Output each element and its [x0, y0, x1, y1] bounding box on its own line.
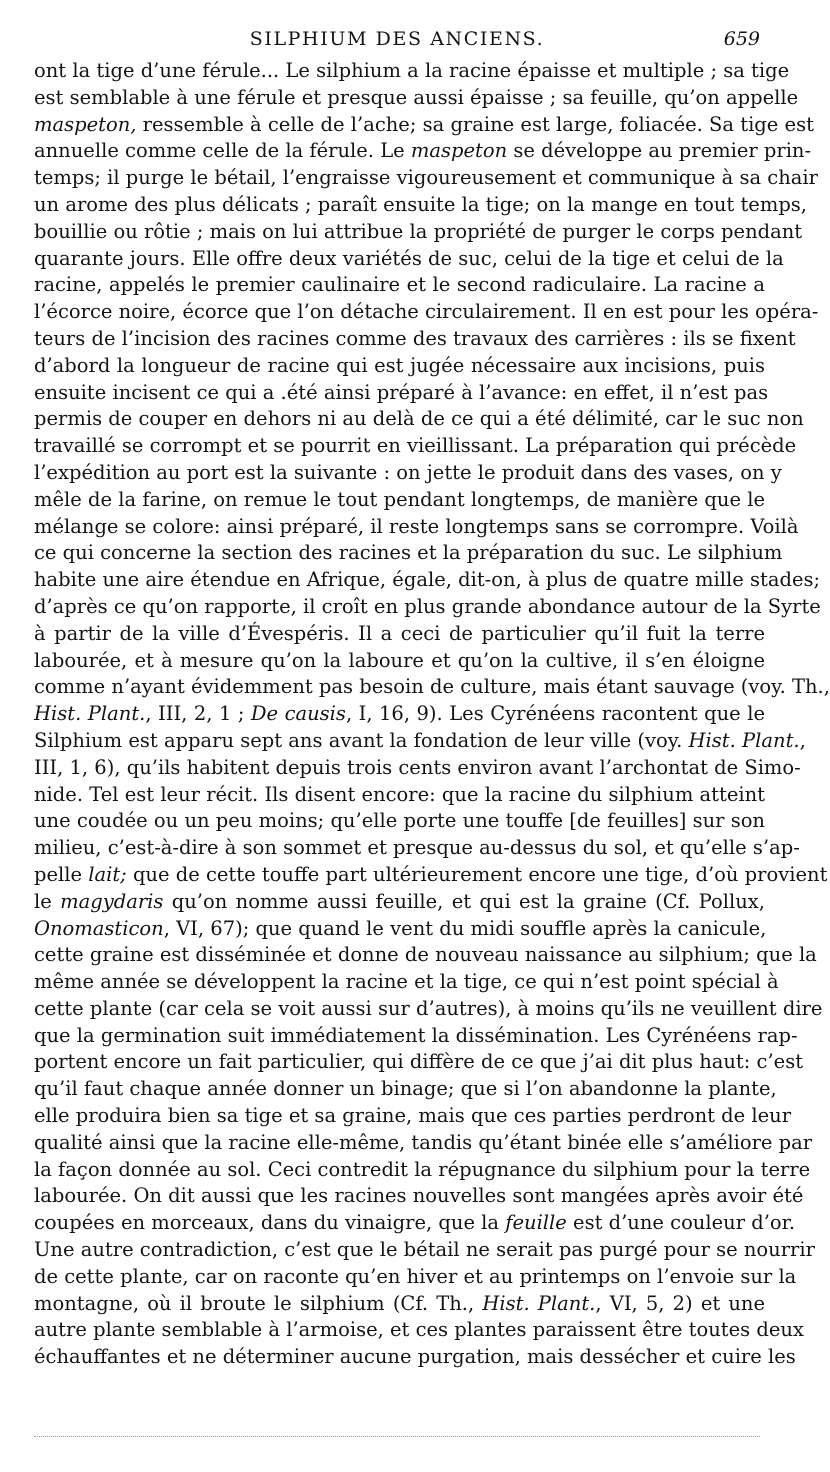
text-line: [34, 755, 801, 782]
text-line: [34, 1264, 797, 1291]
text-line: [34, 648, 765, 675]
text-segment: le: [34, 889, 61, 913]
text-segment: autre plante semblable à l’armoise, et ces plantes paraissent être toutes deux: [34, 1318, 804, 1342]
text-line: [34, 299, 819, 326]
text-segment: cette graine est disséminée et donne de nouveau naissance au silphium; que la: [34, 943, 817, 967]
italic-text: Hist. Plant.: [34, 702, 146, 726]
text-line: [34, 862, 828, 889]
italic-text: Hist. Plant.: [688, 728, 800, 752]
page-header: [34, 28, 760, 58]
text-line: [34, 1317, 804, 1344]
text-segment: qualité ainsi que la racine elle-même, tandis qu’étant binée elle s’améliore par: [34, 1130, 813, 1154]
text-line: [34, 272, 765, 299]
italic-text: Hist. Plant.: [482, 1291, 596, 1315]
text-segment: une coudée ou un peu moins; qu’elle porte une touffe [de feuilles] sur son: [34, 809, 765, 833]
text-line: [34, 1103, 792, 1130]
text-line: [34, 460, 782, 487]
text-line: [34, 326, 796, 353]
text-segment: nide. Tel est leur récit. Ils disent encore: que la racine du silphium atteint: [34, 782, 765, 806]
text-line: [34, 433, 797, 460]
text-line: [34, 138, 812, 165]
text-segment: ensuite incisent ce qui a .été ainsi préparé à l’avance: en effet, il n’est pas: [34, 380, 769, 404]
text-segment: montagne, où il broute le silphium (Cf. Th.,: [34, 1291, 483, 1315]
text-segment: à partir de la ville d’Évespéris. Il a ceci de particulier qu’il fuit la terre: [34, 621, 765, 645]
text-segment: ressemble à celle de l’ache; sa graine est large, foliacée. Sa tige est: [136, 112, 814, 136]
text-line: [34, 1344, 796, 1371]
text-segment: de cette plante, car on raconte qu’en hiver et au printemps on l’envoie sur la: [34, 1264, 797, 1288]
text-line: [34, 808, 765, 835]
text-segment: que la germination suit immédiatement la dissémination. Les Cyrénéens rap-: [34, 1023, 798, 1047]
text-segment: labourée, et à mesure qu’on la laboure et qu’on la cultive, il s’en éloigne: [34, 648, 765, 672]
text-segment: l’écorce noire, écorce que l’on détache circulairement. Il en est pour les opéra-: [34, 300, 819, 324]
text-line: [34, 487, 765, 514]
text-segment: se développe au premier prin-: [507, 139, 812, 163]
text-line: [34, 835, 800, 862]
text-line: [34, 1157, 811, 1184]
text-line: [34, 192, 808, 219]
text-segment: portent encore un fait particulier, qui diffère de ce que j’ai dit plus haut: c’est: [34, 1050, 804, 1074]
text-line: [34, 1049, 804, 1076]
text-segment: temps; il purge le bétail, l’engraisse vigoureusement et communique à sa chair: [34, 166, 818, 190]
text-segment: milieu, c’est-à-dire à son sommet et presque au-dessus du sol, et qu’elle s’ap-: [34, 836, 800, 860]
text-line: [34, 996, 823, 1023]
italic-text: Onomasticon: [34, 916, 164, 940]
text-line: [34, 540, 783, 567]
text-segment: pelle: [34, 862, 89, 886]
text-segment: que de cette touffe part ultérieurement encore une tige, d’où provient: [126, 862, 828, 886]
text-line: [34, 1237, 815, 1264]
italic-text: maspeton,: [34, 112, 137, 136]
text-line: [34, 246, 784, 273]
text-line: [34, 916, 765, 943]
text-segment: III, 1, 6), qu’ils habitent depuis trois cents environ avant l’archontat de Simo-: [34, 755, 801, 779]
text-segment: teurs de l’incision des racines comme des travaux des carrières : ils se fixent: [34, 326, 796, 350]
text-segment: mêle de la farine, on remue le tout pendant longtemps, de manière que le: [34, 487, 765, 511]
text-line: [34, 112, 814, 139]
text-segment: Silphium est apparu sept ans avant la fondation de leur ville (voy.: [34, 728, 689, 752]
text-segment: comme n’ayant évidemment pas besoin de culture, mais étant sauvage (voy. Th.,: [34, 675, 830, 699]
text-line: [34, 353, 765, 380]
text-segment: habite une aire étendue en Afrique, égale, dit-on, à plus de quatre mille stades;: [34, 568, 821, 592]
running-title: SILPHIUM DES ANCIENS.: [249, 28, 545, 50]
text-segment: racine, appelés le premier caulinaire et le second radiculaire. La racine a: [34, 273, 765, 297]
text-line: [34, 514, 799, 541]
text-segment: la façon donnée au sol. Ceci contredit la répugnance du silphium pour la terre: [34, 1157, 811, 1181]
text-segment: est d’une couleur d’or.: [566, 1211, 796, 1235]
text-line: [34, 1023, 798, 1050]
text-line: [34, 889, 765, 916]
text-segment: coupées en morceaux, dans du vinaigre, que la: [34, 1211, 506, 1235]
text-line: [34, 969, 779, 996]
text-segment: mélange se colore: ainsi préparé, il reste longtemps sans se corrompre. Voilà: [34, 514, 799, 538]
text-line: [34, 674, 830, 701]
text-line: [34, 1076, 777, 1103]
text-segment: d’abord la longueur de racine qui est jugée nécessaire aux incisions, puis: [34, 353, 765, 377]
italic-text: maspeton: [410, 139, 508, 163]
text-line: [34, 942, 817, 969]
text-line: [34, 85, 799, 112]
text-segment: , III, 2, 1 ;: [145, 702, 251, 726]
page-number: 659: [723, 28, 760, 50]
text-segment: labourée. On dit aussi que les racines nouvelles sont mangées après avoir été: [34, 1184, 804, 1208]
text-segment: elle produira bien sa tige et sa graine, mais que ces parties perdront de leur: [34, 1104, 792, 1128]
text-line: [34, 701, 765, 728]
text-line: [34, 1210, 796, 1237]
italic-text: lait;: [88, 862, 127, 886]
text-line: [34, 1291, 765, 1318]
text-line: [34, 1183, 804, 1210]
text-line: [34, 165, 818, 192]
italic-text: magydaris: [60, 889, 164, 913]
text-segment: Une autre contradiction, c’est que le bétail ne serait pas purgé pour se nourrir: [34, 1238, 815, 1262]
text-segment: d’après ce qu’on rapporte, il croît en plus grande abondance autour de la Syrte: [34, 594, 821, 618]
text-segment: , VI, 67); que quand le vent du midi souffle après la canicule,: [163, 916, 767, 940]
text-line: [34, 1130, 813, 1157]
text-line: [34, 219, 803, 246]
text-segment: qu’on nomme aussi feuille, et qui est la graine (Cf. Pollux,: [163, 889, 765, 913]
text-line: [34, 621, 765, 648]
text-line: [34, 380, 769, 407]
body-text: [34, 58, 830, 1371]
text-segment: qu’il faut chaque année donner un binage; que si l’on abandonne la plante,: [34, 1077, 777, 1101]
text-segment: l’expédition au port est la suivante : on jette le produit dans des vases, on y: [34, 460, 782, 484]
text-segment: annuelle comme celle de la férule. Le: [34, 139, 411, 163]
italic-text: De causis: [250, 702, 346, 726]
text-segment: , I, 16, 9). Les Cyrénéens racontent que le: [345, 702, 765, 726]
text-line: [34, 728, 806, 755]
text-line: [34, 594, 821, 621]
text-segment: , VI, 5, 2) et une: [595, 1291, 766, 1315]
text-segment: ,: [799, 728, 806, 752]
text-segment: ont la tige d’une férule... Le silphium a la racine épaisse et multiple ; sa tige: [34, 59, 790, 82]
text-line: [34, 58, 790, 85]
text-line: [34, 782, 765, 809]
text-segment: est semblable à une férule et presque aussi épaisse ; sa feuille, qu’on appelle: [34, 85, 799, 109]
text-segment: échauffantes et ne déterminer aucune purgation, mais dessécher et cuire les: [34, 1345, 796, 1369]
text-segment: permis de couper en dehors ni au delà de ce qui a été délimité, car le suc non: [34, 407, 804, 431]
text-segment: même année se développent la racine et la tige, ce qui n’est point spécial à: [34, 970, 779, 994]
text-line: [34, 406, 804, 433]
text-segment: cette plante (car cela se voit aussi sur d’autres), à moins qu’ils ne veuillent dire: [34, 996, 823, 1020]
text-segment: ce qui concerne la section des racines et la préparation du suc. Le silphium: [34, 541, 783, 565]
text-segment: bouillie ou rôtie ; mais on lui attribue la propriété de purger le corps pendant: [34, 219, 803, 243]
footer-dotted-rule: [34, 1436, 760, 1437]
italic-text: feuille: [505, 1211, 567, 1235]
text-line: [34, 567, 821, 594]
text-segment: travaillé se corrompt et se pourrit en vieillissant. La préparation qui précède: [34, 434, 797, 458]
text-segment: un arome des plus délicats ; paraît ensuite la tige; on la mange en tout temps,: [34, 192, 808, 216]
text-segment: quarante jours. Elle offre deux variétés de suc, celui de la tige et celui de la: [34, 246, 784, 270]
